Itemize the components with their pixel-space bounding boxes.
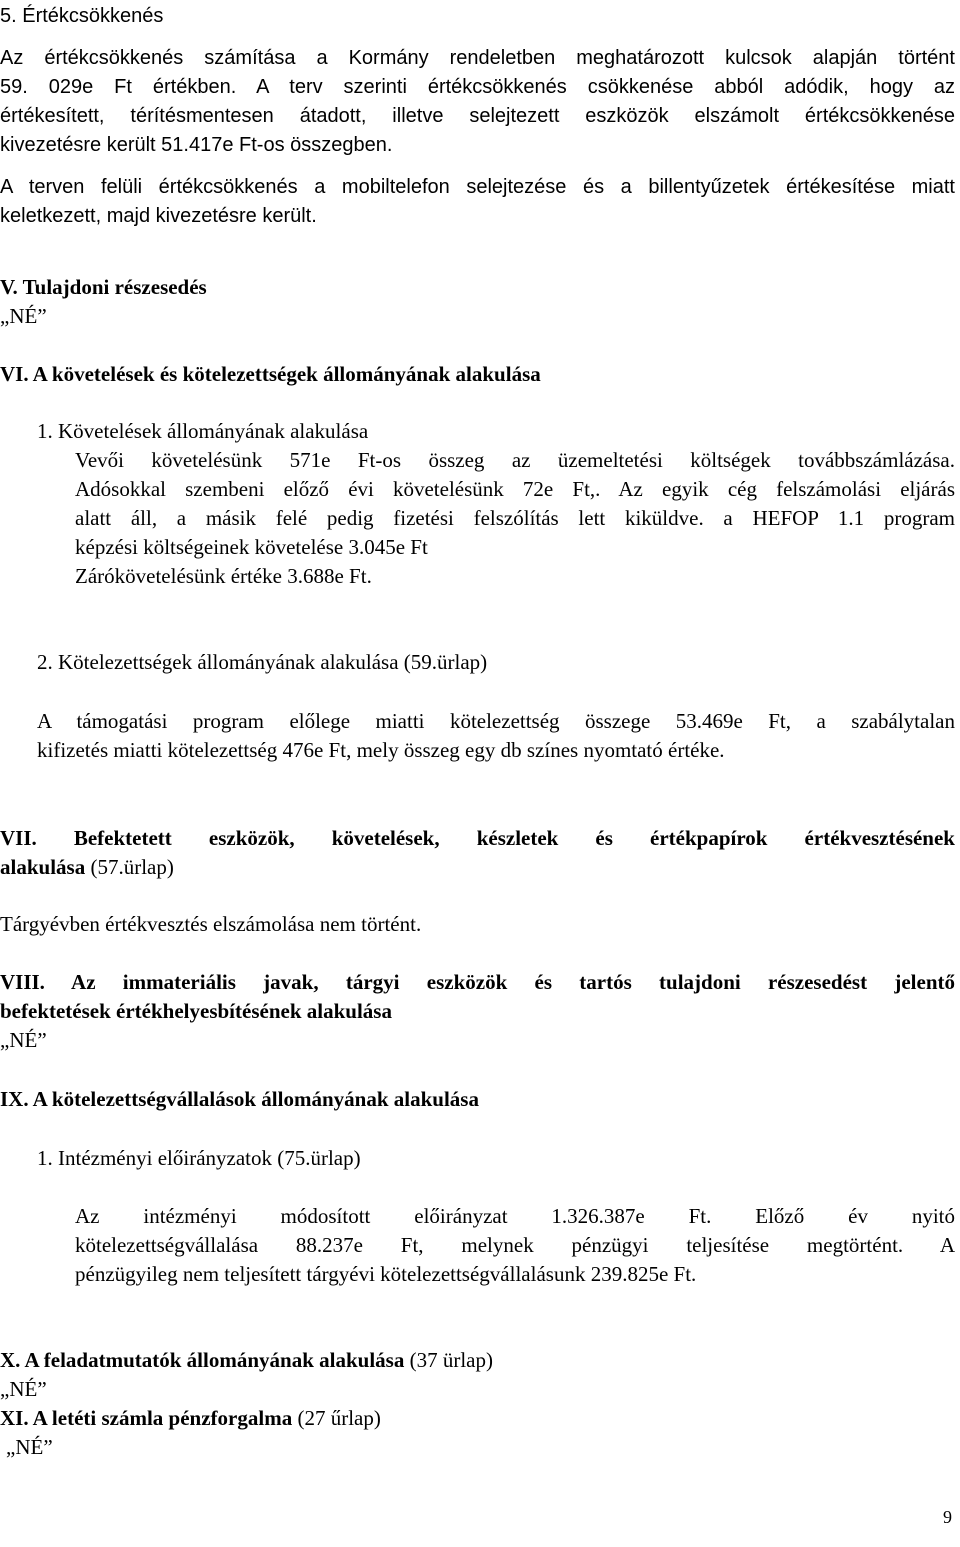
paragraph-line: Az értékcsökkenés számítása a Kormány rendeletben meghatározott kulcsok alapján történt <box>0 47 955 69</box>
paragraph-line: Vevői követelésünk 571e Ft-os összeg az üzemeltetési költségek továbbszámlázása. <box>75 448 955 472</box>
heading-normal-part: (27 űrlap) <box>292 1406 381 1430</box>
paragraph-line: A terven felüli értékcsökkenés a mobiltelefon selejtezése és a billentyűzetek értékesítése miatt <box>0 176 955 198</box>
not-applicable-mark: „NÉ” <box>6 1435 53 1459</box>
heading-normal-part: (57.ürlap) <box>85 855 174 879</box>
section-v-heading: V. Tulajdoni részesedés <box>0 275 207 299</box>
paragraph-line: 59. 029e Ft értékben. A terv szerinti értékcsökkenés csökkenése abból adódik, hogy az <box>0 76 955 98</box>
section-viii-heading: VIII. Az immateriális javak, tárgyi eszközök és tartós tulajdoni részesedést jelentő <box>0 970 955 994</box>
paragraph-line: keletkezett, majd kivezetésre került. <box>0 205 317 227</box>
paragraph-line: képzési költségeinek követelése 3.045e Ft <box>75 535 428 559</box>
section-ix-heading: IX. A kötelezettségvállalások állományának alakulása <box>0 1087 479 1111</box>
heading-normal-part: (37 ürlap) <box>404 1348 493 1372</box>
paragraph-line: Zárókövetelésünk értéke 3.688e Ft. <box>75 564 372 588</box>
subsection-heading: 1. Követelések állományának alakulása <box>37 419 369 443</box>
heading-bold-part: alakulása <box>0 855 86 879</box>
section-viii-heading-cont: befektetések értékhelyesbítésének alakulása <box>0 999 392 1023</box>
subsection-heading: 2. Kötelezettségek állományának alakulása (59.ürlap) <box>37 650 488 674</box>
not-applicable-mark: „NÉ” <box>0 304 47 328</box>
section-xi-heading <box>0 1408 381 1429</box>
not-applicable-mark: „NÉ” <box>0 1377 47 1401</box>
section-x-heading <box>0 1350 493 1371</box>
heading-bold-part: XI. A letéti számla pénzforgalma <box>0 1406 293 1430</box>
subsection-heading: 1. Intézményi előirányzatok (75.ürlap) <box>37 1146 361 1170</box>
section-vi-heading: VI. A követelések és kötelezettségek állományának alakulása <box>0 362 541 386</box>
paragraph-line: értékesített, térítésmentesen átadott, illetve selejtezett eszközök elszámolt értékcsökkenése <box>0 105 955 127</box>
paragraph-line: kifizetés miatti kötelezettség 476e Ft, mely összeg egy db színes nyomtató értéke. <box>37 738 725 762</box>
section-5-heading: 5. Értékcsökkenés <box>0 5 164 27</box>
not-applicable-mark: „NÉ” <box>0 1028 47 1052</box>
paragraph-line: Az intézményi módosított előirányzat 1.326.387e Ft. Előző év nyitó <box>75 1204 955 1228</box>
paragraph-line: kötelezettségvállalása 88.237e Ft, melynek pénzügyi teljesítése megtörtént. A <box>75 1233 955 1257</box>
heading-bold-part: X. A feladatmutatók állományának alakulása <box>0 1348 405 1372</box>
section-vii-heading-cont <box>0 857 174 878</box>
paragraph-line: Adósokkal szembeni előző évi követelésünk 72e Ft,. Az egyik cég felszámolási eljárás <box>75 477 955 501</box>
page-number: 9 <box>943 1507 952 1527</box>
paragraph-line: Tárgyévben értékvesztés elszámolása nem történt. <box>0 912 422 936</box>
paragraph-line: kivezetésre került 51.417e Ft-os összegben. <box>0 134 393 156</box>
paragraph-line: pénzügyileg nem teljesített tárgyévi kötelezettségvállalásunk 239.825e Ft. <box>75 1262 697 1286</box>
paragraph-line: A támogatási program előlege miatti kötelezettség összege 53.469e Ft, a szabálytalan <box>37 709 955 733</box>
paragraph-line: alatt áll, a másik felé pedig fizetési felszólítás lett kiküldve. a HEFOP 1.1 program <box>75 506 955 530</box>
section-vii-heading: VII. Befektetett eszközök, követelések, készletek és értékpapírok értékvesztésének <box>0 826 955 850</box>
